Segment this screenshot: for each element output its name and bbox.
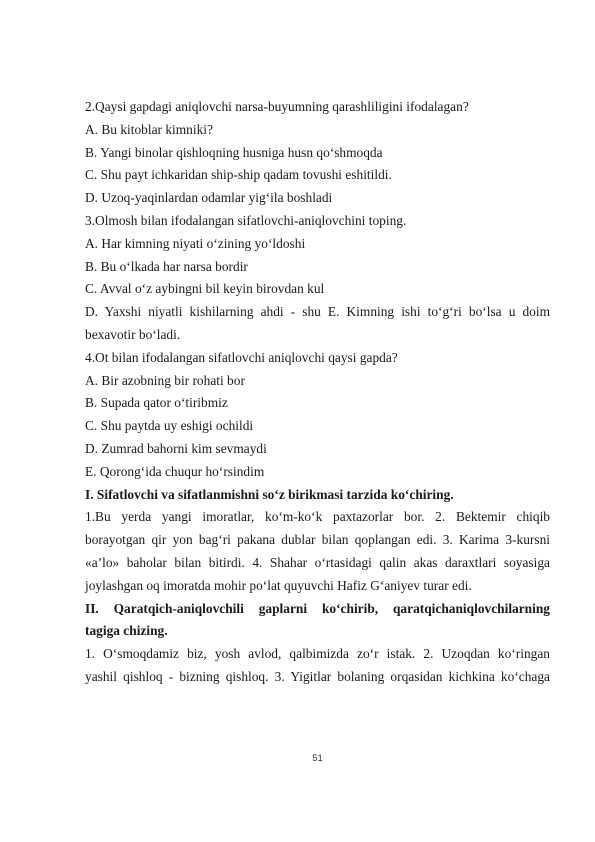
page-number: 51	[312, 753, 323, 764]
exercise-text-line: 1.Bu yerda yangi imoratlar, ko‘m-ko‘k paxtazorlar bor. 2. Bektemir chiqib	[85, 509, 550, 525]
exercise-heading-2: II. Qaratqich-aniqlovchili gaplarni ko‘chirib, qaratqichaniqlovchilarning	[85, 600, 550, 616]
option-line: A. Har kimning niyati o‘zining yo‘ldoshi	[85, 235, 306, 251]
option-line: B. Supada qator o‘tiribmiz	[85, 395, 228, 411]
option-line: C. Shu paytda uy eshigi ochildi	[85, 418, 254, 434]
option-line: E. Qorong‘ida chuqur ho‘rsindim	[85, 463, 265, 479]
option-line: D. Uzoq-yaqinlardan odamlar yig‘ila boshladi	[85, 190, 333, 206]
question-2: 2.Qaysi gapdagi aniqlovchi narsa-buyumning qarashliligini ifodalagan?	[85, 99, 469, 114]
exercise-text-line: borayotgan qir yon bag‘ri pakana dublar bilan qoplangan edi. 3. Karima 3-kursni	[85, 532, 550, 548]
option-line: D. Zumrad bahorni kim sevmaydi	[85, 440, 267, 456]
exercise-heading-2-cont: tagiga chizing.	[85, 623, 168, 639]
option-line: bexavotir bo‘ladi.	[85, 326, 181, 342]
exercise-text-line: joylashgan oq imoratda mohir po‘lat quyuvchi Hafiz G‘aniyev turar edi.	[85, 577, 472, 593]
exercise-text-line: «a’lo» baholar bilan bitirdi. 4. Shahar o‘rtasidagi qalin akas daraxtlari soyasiga	[85, 554, 550, 570]
exercise-text-line: yashil qishloq - bizning qishloq. 3. Yigitlar bolaning orqasidan kichkina ko‘chaga	[85, 668, 550, 684]
option-line: C. Shu payt ichkaridan ship-ship qadam tovushi eshitildi.	[85, 167, 392, 183]
option-line: C. Avval o‘z aybingni bil keyin birovdan kul	[85, 281, 325, 297]
option-line: B. Bu o‘lkada har narsa bordir	[85, 258, 248, 274]
question-3: 3.Olmosh bilan ifodalangan sifatlovchi-aniqlovchini toping.	[85, 212, 407, 228]
option-line: A. Bir azobning bir rohati bor	[85, 372, 245, 388]
question-4: 4.Ot bilan ifodalangan sifatlovchi aniqlovchi qaysi gapda?	[85, 349, 398, 365]
exercise-text-line: 1. O‘smoqdamiz biz, yosh avlod, qalbimizda zo‘r istak. 2. Uzoqdan ko‘ringan	[85, 646, 550, 662]
document-page	[85, 96, 550, 689]
option-line: B. Yangi binolar qishloqning husniga husn qo‘shmoqda	[85, 144, 383, 160]
option-line: A. Bu kitoblar kimniki?	[85, 121, 213, 137]
exercise-heading-1: I. Sifatlovchi va sifatlanmishni so‘z birikmasi tarzida ko‘chiring.	[85, 486, 454, 502]
option-line: D. Yaxshi niyatli kishilarning ahdi - shu E. Kimning ishi to‘g‘ri bo‘lsa u doim	[85, 304, 550, 320]
